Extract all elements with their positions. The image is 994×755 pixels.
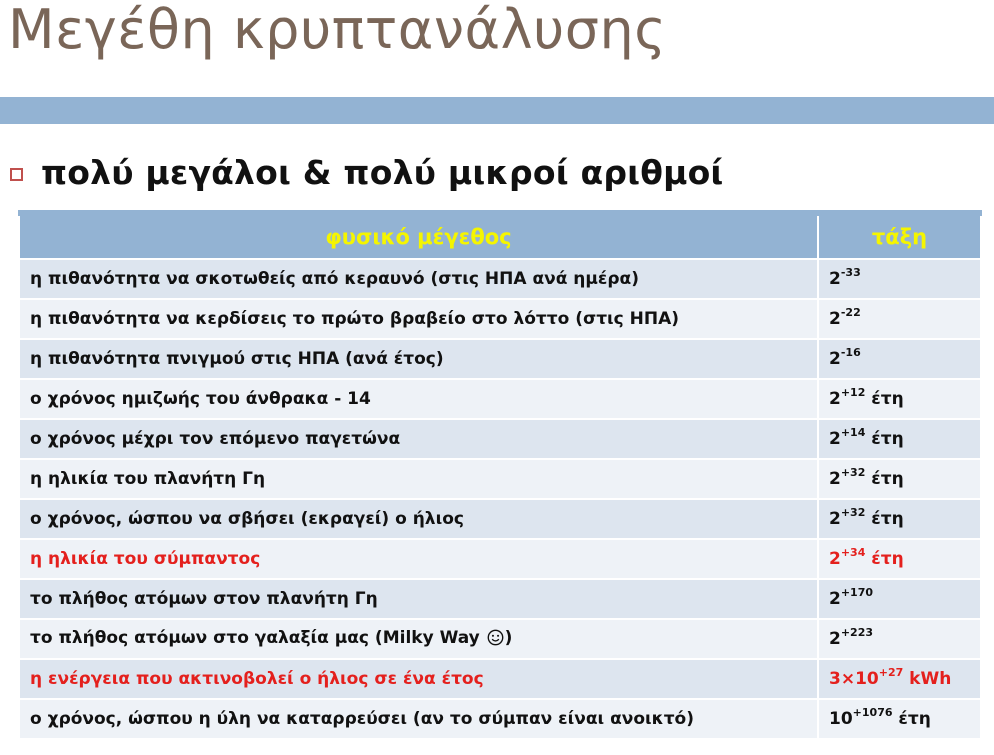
table-row <box>19 419 981 459</box>
slide-title: Μεγέθη κρυπτανάλυσης <box>8 0 667 61</box>
table-row <box>19 259 981 299</box>
quantity-cell <box>19 339 818 379</box>
table-row <box>19 299 981 339</box>
table-row <box>19 659 981 699</box>
quantity-text: η ενέργεια που ακτινοβολεί ο ήλιος σε ένα έτος <box>30 669 484 689</box>
order-unit: έτη <box>865 389 904 409</box>
bullet-item <box>10 150 724 194</box>
order-base: 3×10 <box>829 669 879 689</box>
order-exponent: -22 <box>840 306 861 319</box>
quantity-text: η ηλικία του πλανήτη Γη <box>30 469 266 489</box>
order-cell <box>818 419 981 459</box>
quantity-text: ο χρόνος, ώσπου να σβήσει (εκραγεί) ο ήλιος <box>30 509 464 529</box>
title-underline-band <box>0 97 994 124</box>
quantity-cell <box>19 259 818 299</box>
order-unit: έτη <box>865 509 904 529</box>
quantity-text: η πιθανότητα να κερδίσεις το πρώτο βραβείο στο λόττο (στις ΗΠΑ) <box>30 309 680 329</box>
order-base: 2 <box>829 509 841 529</box>
order-base: 2 <box>829 549 841 569</box>
quantity-text: η ηλικία του σύμπαντος <box>30 549 261 569</box>
order-exponent: +34 <box>840 546 866 559</box>
order-exponent: -16 <box>840 346 861 359</box>
quantity-cell <box>19 539 818 579</box>
quantity-text: η πιθανότητα πνιγμού στις ΗΠΑ (ανά έτος) <box>30 349 444 369</box>
table-row <box>19 339 981 379</box>
quantity-cell <box>19 299 818 339</box>
order-cell <box>818 539 981 579</box>
quantity-cell <box>19 419 818 459</box>
table-row <box>19 619 981 659</box>
order-exponent: +32 <box>840 466 866 479</box>
header-order: τάξη <box>818 213 981 259</box>
bullet-text: πολύ μεγάλοι & πολύ μικροί αριθμοί <box>41 152 724 192</box>
order-exponent: +27 <box>878 666 904 679</box>
order-cell <box>818 299 981 339</box>
order-cell <box>818 699 981 739</box>
quantity-cell <box>19 459 818 499</box>
magnitudes-table <box>18 210 982 740</box>
smiley-face-icon <box>487 629 504 651</box>
order-cell <box>818 579 981 619</box>
order-unit: kWh <box>903 669 952 689</box>
order-cell <box>818 619 981 659</box>
order-base: 2 <box>829 309 841 329</box>
order-unit: έτη <box>865 429 904 449</box>
table-header-row <box>19 213 981 259</box>
order-unit: έτη <box>892 709 931 729</box>
table-row <box>19 379 981 419</box>
quantity-text: το πλήθος ατόμων στον πλανήτη Γη <box>30 589 378 609</box>
square-bullet-icon <box>10 168 23 181</box>
order-exponent: +223 <box>840 626 874 639</box>
header-physical-quantity: φυσικό μέγεθος <box>19 213 818 259</box>
quantity-cell <box>19 699 818 739</box>
order-base: 2 <box>829 389 841 409</box>
order-cell <box>818 659 981 699</box>
quantity-cell <box>19 499 818 539</box>
quantity-cell <box>19 619 818 659</box>
order-exponent: +14 <box>840 426 866 439</box>
quantity-text: ο χρόνος μέχρι τον επόμενο παγετώνα <box>30 429 401 449</box>
order-base: 2 <box>829 629 841 649</box>
order-exponent: +170 <box>840 586 874 599</box>
order-unit: έτη <box>865 549 904 569</box>
order-cell <box>818 499 981 539</box>
table-body <box>19 259 981 739</box>
table-row <box>19 699 981 739</box>
order-exponent: -33 <box>840 266 861 279</box>
table-row <box>19 579 981 619</box>
order-base: 2 <box>829 469 841 489</box>
order-base: 2 <box>829 269 841 289</box>
order-cell <box>818 259 981 299</box>
order-exponent: +12 <box>840 386 866 399</box>
order-base: 2 <box>829 349 841 369</box>
order-cell <box>818 459 981 499</box>
quantity-cell <box>19 579 818 619</box>
order-base: 2 <box>829 589 841 609</box>
table-row <box>19 539 981 579</box>
table-row <box>19 499 981 539</box>
table-row <box>19 459 981 499</box>
quantity-text: η πιθανότητα να σκοτωθείς από κεραυνό (στις ΗΠΑ ανά ημέρα) <box>30 269 639 289</box>
quantity-text: ο χρόνος, ώσπου η ύλη να καταρρεύσει (αν το σύμπαν είναι ανοικτό) <box>30 709 695 729</box>
order-unit: έτη <box>865 469 904 489</box>
quantity-text-suffix: ) <box>504 627 513 648</box>
order-cell <box>818 379 981 419</box>
order-base: 10 <box>829 709 853 729</box>
order-exponent: +1076 <box>852 706 893 719</box>
order-base: 2 <box>829 429 841 449</box>
quantity-cell <box>19 659 818 699</box>
quantity-text: το πλήθος ατόμων στο γαλαξία μας (Milky Way <box>30 627 486 648</box>
order-exponent: +32 <box>840 506 866 519</box>
quantity-text: ο χρόνος ημιζωής του άνθρακα - 14 <box>30 389 371 409</box>
quantity-cell <box>19 379 818 419</box>
order-cell <box>818 339 981 379</box>
